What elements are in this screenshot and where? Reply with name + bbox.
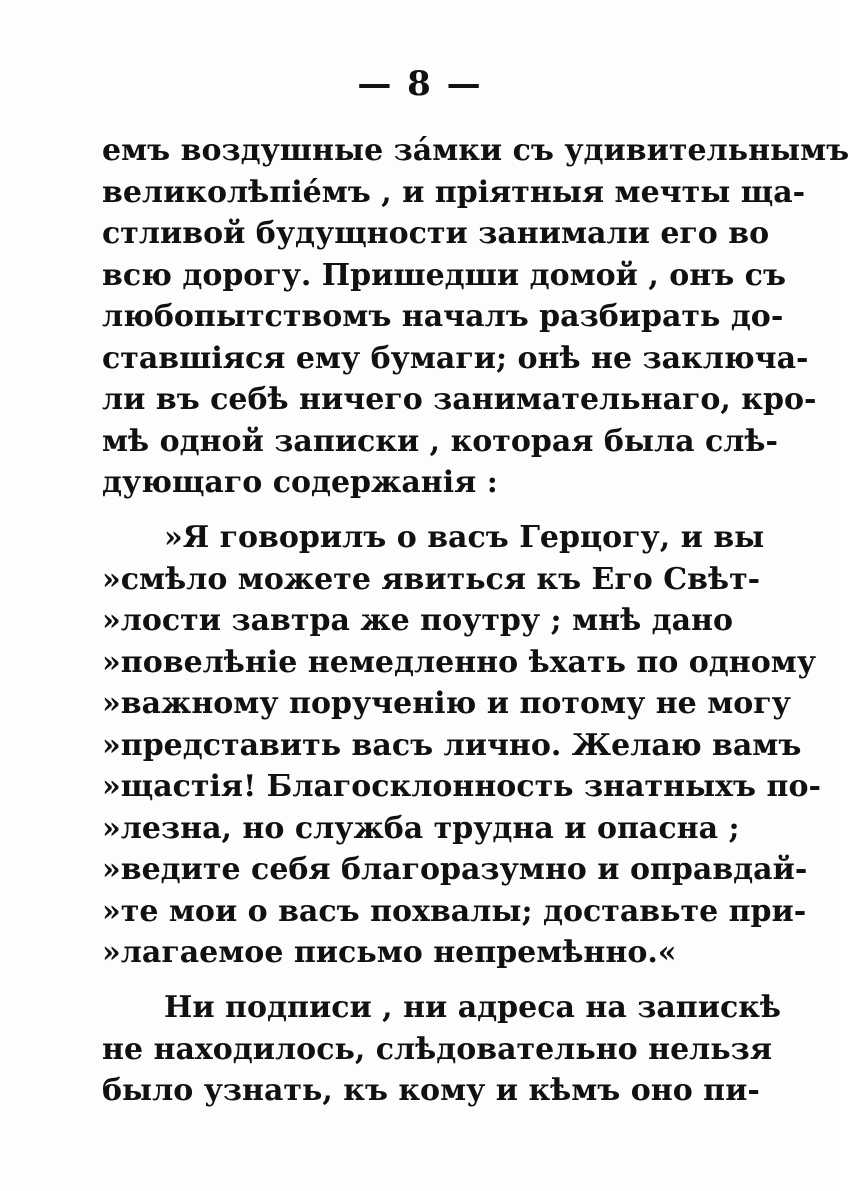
text-line: всю дорогу. Пришедши домой , онъ съ [102, 257, 786, 293]
text-line: »представить васъ лично. Желаю вамъ [102, 727, 802, 763]
text-line: »лезна, но служба трудна и опасна ; [102, 810, 740, 846]
text-line: мѣ одной записки , которая была слѣ- [102, 423, 778, 459]
text-line: »смѣло можете явиться къ Его Свѣт- [102, 561, 761, 597]
text-line: »ведите себя благоразумно и оправдай- [102, 852, 808, 887]
text-line: емъ воздушные за́мки съ удивительнымъ [102, 133, 849, 168]
text-line: ли въ себѣ ничего занимательнаго, кро- [102, 382, 817, 417]
text-line: великолѣпіе́мъ , и пріятныя мечты ща- [102, 174, 806, 210]
paragraph-2-quoted-note [102, 517, 821, 974]
paragraph-3 [102, 987, 782, 1112]
text-line: »щастія! Благосклонность знатныхъ по- [102, 769, 821, 804]
text-line: Ни подписи , ни адреса на запискѣ [164, 990, 782, 1025]
text-line: »лагаемое письмо непремѣнно.« [102, 935, 677, 970]
text-line: дующаго содержанія : [102, 465, 498, 500]
text-line: не находилось, слѣдовательно нельзя [102, 1031, 772, 1067]
text-line: было узнать, къ кому и кѣмъ оно пи- [102, 1073, 760, 1108]
text-line: стливой будущности занимали его во [102, 216, 770, 251]
text-line: »повелѣніе немедленно ѣхать по одному [102, 644, 817, 680]
paragraph-1 [102, 130, 849, 504]
page-number: — 8 — [357, 64, 483, 104]
text-line: »лости завтра же поутру ; мнѣ дано [102, 603, 734, 638]
text-line: »Я говорилъ о васъ Герцогу, и вы [164, 520, 765, 555]
text-line: любопытствомъ началъ разбирать до- [102, 299, 784, 334]
text-line: ставшіяся ему бумаги; онѣ не заключа- [102, 340, 809, 376]
text-line: »те мои о васъ похвалы; доставьте при- [102, 893, 807, 929]
text-line: »важному порученію и потому не могу [102, 686, 791, 721]
